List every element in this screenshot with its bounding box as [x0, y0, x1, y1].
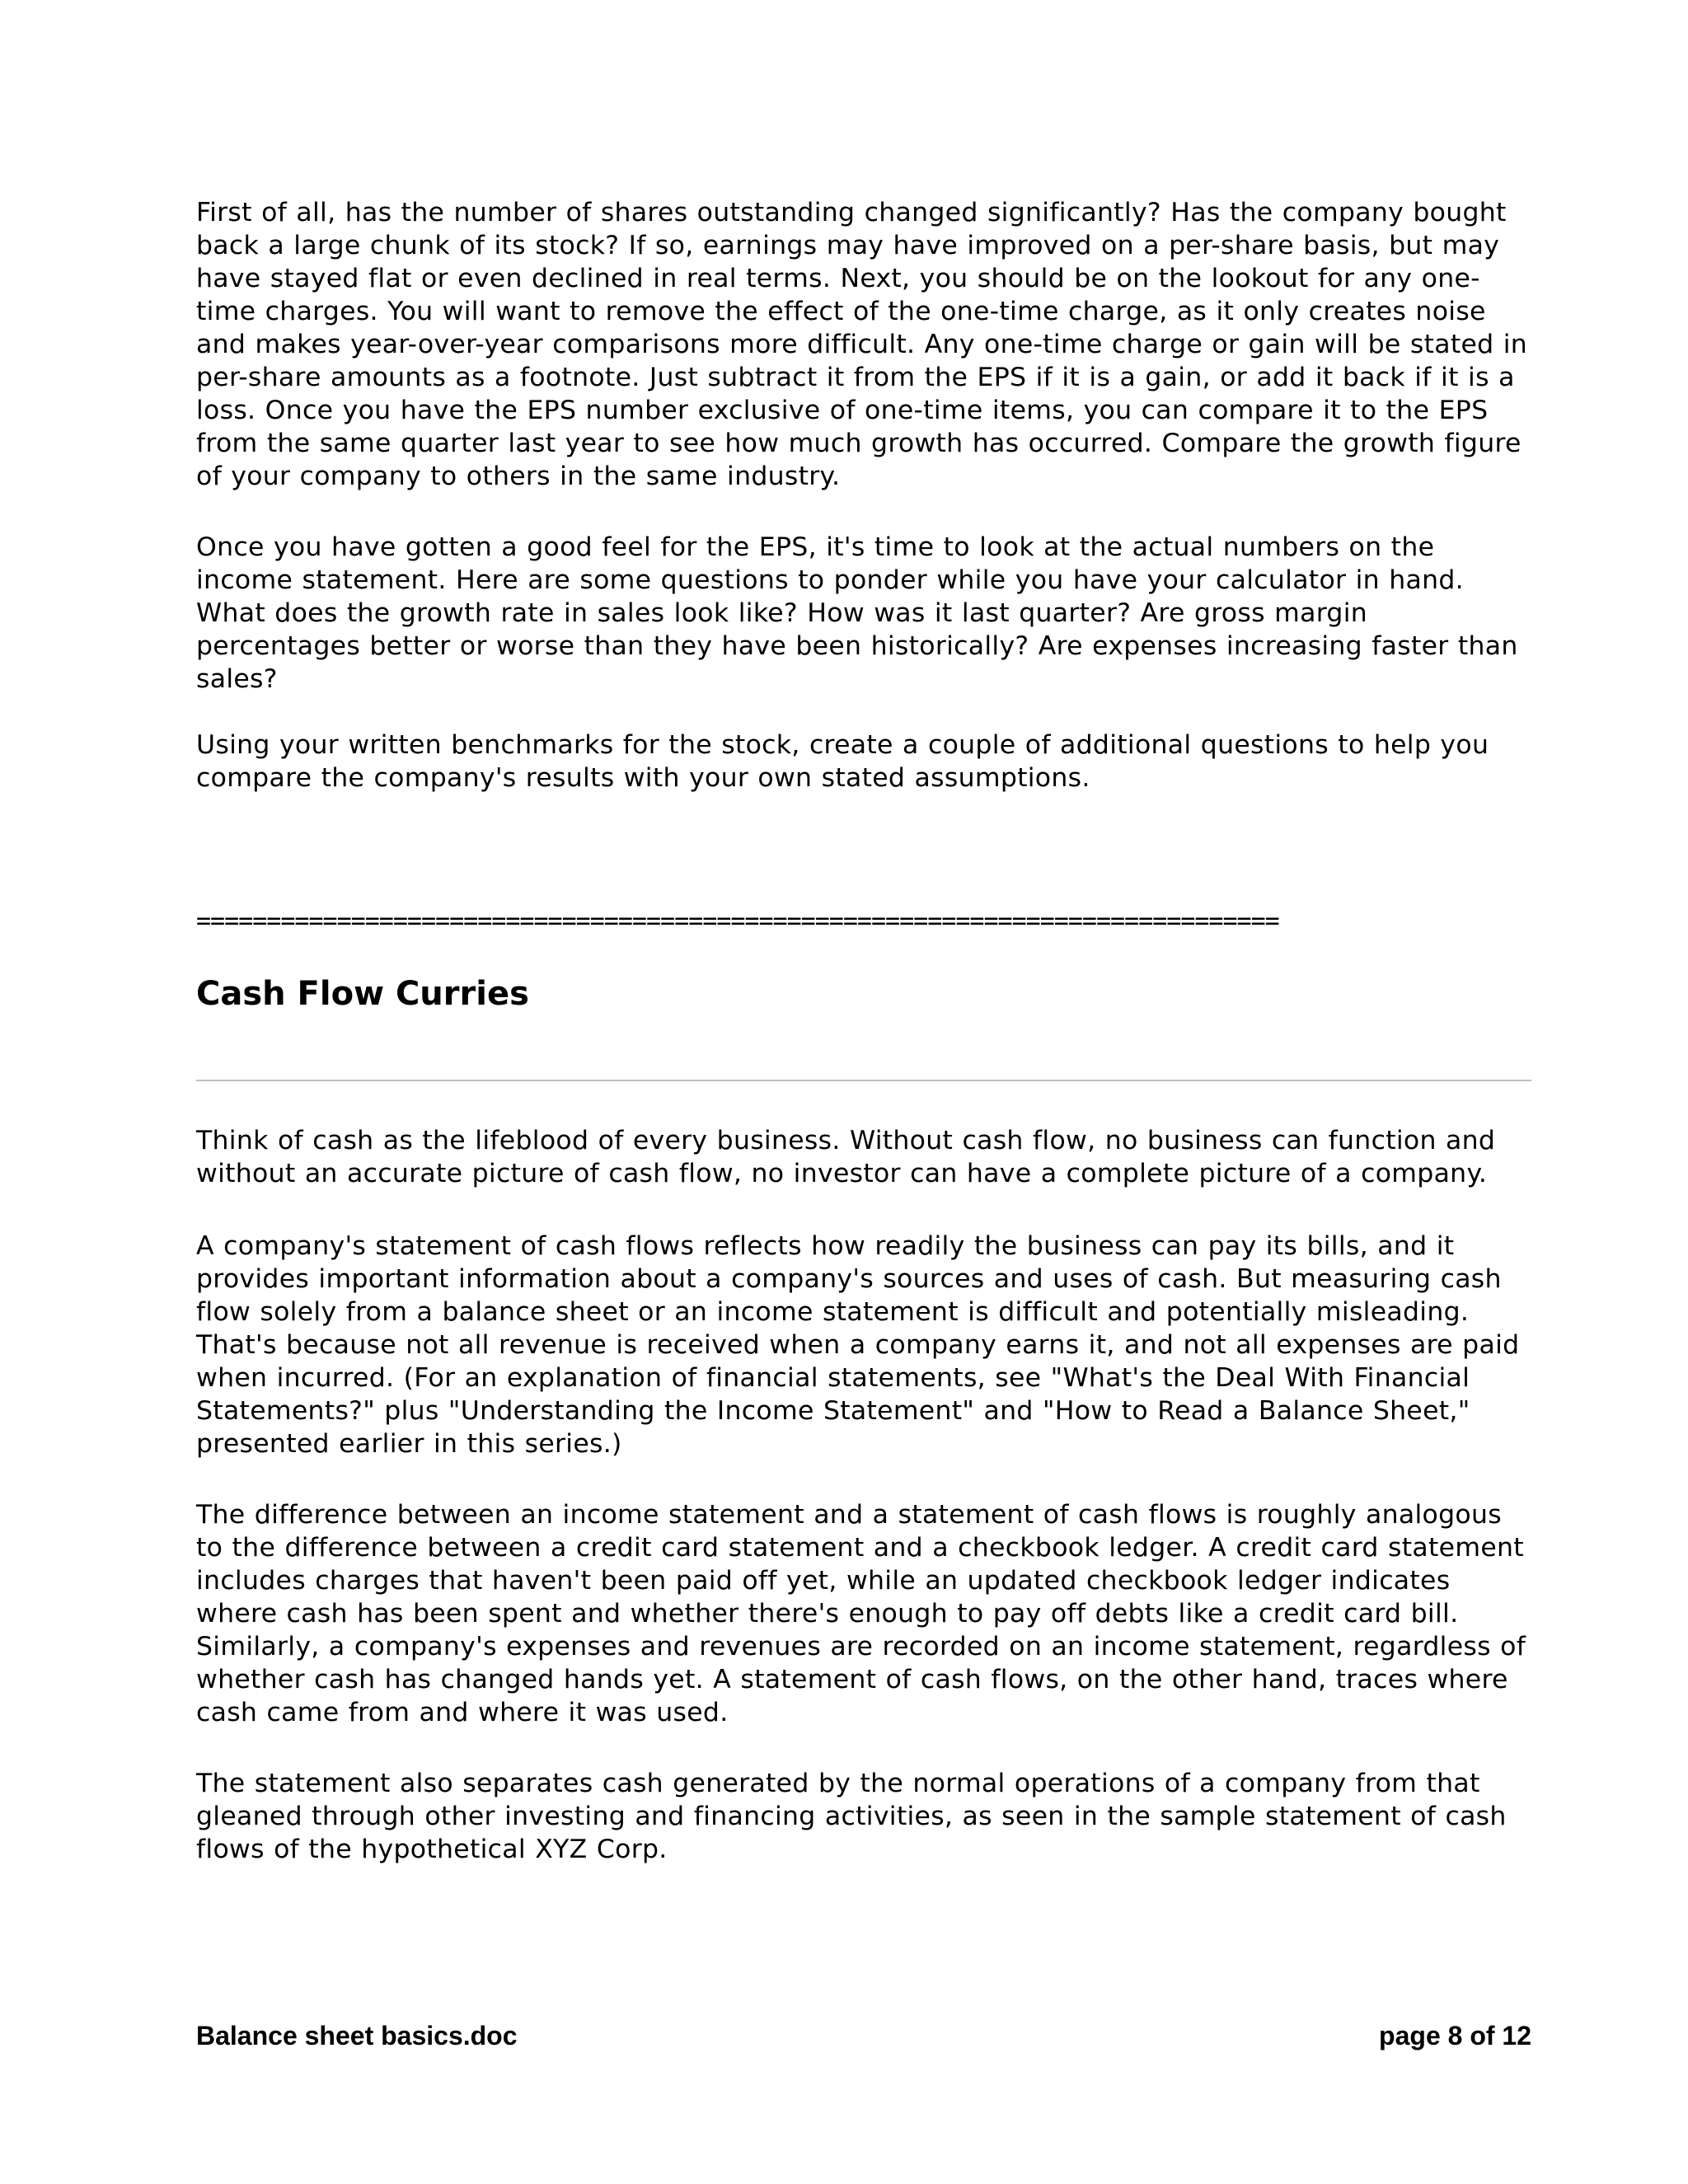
- footer-filename: Balance sheet basics.doc: [196, 2021, 518, 2050]
- paragraph-eps-review: First of all, has the number of shares outstanding changed significantly? Has the company bought back a large chunk of its stock? If so, earnings may have improved on a per-share basis, but may have stayed flat or even declined in real terms. Next, you should be on the lookout for any one-time charges. You will want to remove the effect of the one-time charge, as it only creates noise and makes year-over-year comparisons more difficult. Any one-time charge or gain will be stated in per-share amounts as a footnote. Just subtract it from the EPS if it is a gain, or add it back if it is a loss. Once you have the EPS number exclusive of one-time items, you can compare it to the EPS from the same quarter last year to see how much growth has occurred. Compare the growth figure of your company to others in the same industry.: [196, 198, 1528, 491]
- paragraph-operations-separation: The statement also separates cash generated by the normal operations of a company from that gleaned through other investing and financing activities, as seen in the sample statement of cash flows of the hypothetical XYZ Corp.: [196, 1769, 1507, 1864]
- section-title: Cash Flow Curries: [196, 975, 529, 1013]
- section-divider: =============================================================================: [196, 907, 1279, 935]
- horizontal-rule: [196, 1080, 1531, 1081]
- paragraph-statement-of-cash-flows: A company's statement of cash flows reflects how readily the business can pay its bills, and it provides important information about a company's sources and uses of cash. But measuring cash flow solely from a balance sheet or an income statement is difficult and potentially misleading. That's because not all revenue is received when a company earns it, and not all expenses are paid when incurred. (For an explanation of financial statements, see "What's the Deal With Financial Statements?" plus "Understanding the Income Statement" and "How to Read a Balance Sheet," presented earlier in this series.): [196, 1231, 1520, 1459]
- paragraph-cash-lifeblood: Think of cash as the lifeblood of every business. Without cash flow, no business can function and without an accurate picture of cash flow, no investor can have a complete picture of a company.: [196, 1126, 1496, 1188]
- paragraph-income-statement-questions: Once you have gotten a good feel for the EPS, it's time to look at the actual numbers on the income statement. Here are some questions to ponder while you have your calculator in hand. What does the growth rate in sales look like? How was it last quarter? Are gross margin percentages better or worse than they have been historically? Are expenses increasing faster than sales?: [196, 532, 1518, 694]
- paragraph-benchmarks: Using your written benchmarks for the stock, create a couple of additional questions to help you compare the company's results with your own stated assumptions.: [196, 730, 1489, 793]
- footer-page-number: page 8 of 12: [1379, 2021, 1531, 2050]
- paragraph-credit-card-analogy: The difference between an income statement and a statement of cash flows is roughly analogous to the difference between a credit card statement and a checkbook ledger. A credit card statement includes charges that haven't been paid off yet, while an updated checkbook ledger indicates where cash has been spent and whether there's enough to pay off debts like a credit card bill. Similarly, a company's expenses and revenues are recorded on an income statement, regardless of whether cash has changed hands yet. A statement of cash flows, on the other hand, traces where cash came from and where it was used.: [196, 1500, 1526, 1727]
